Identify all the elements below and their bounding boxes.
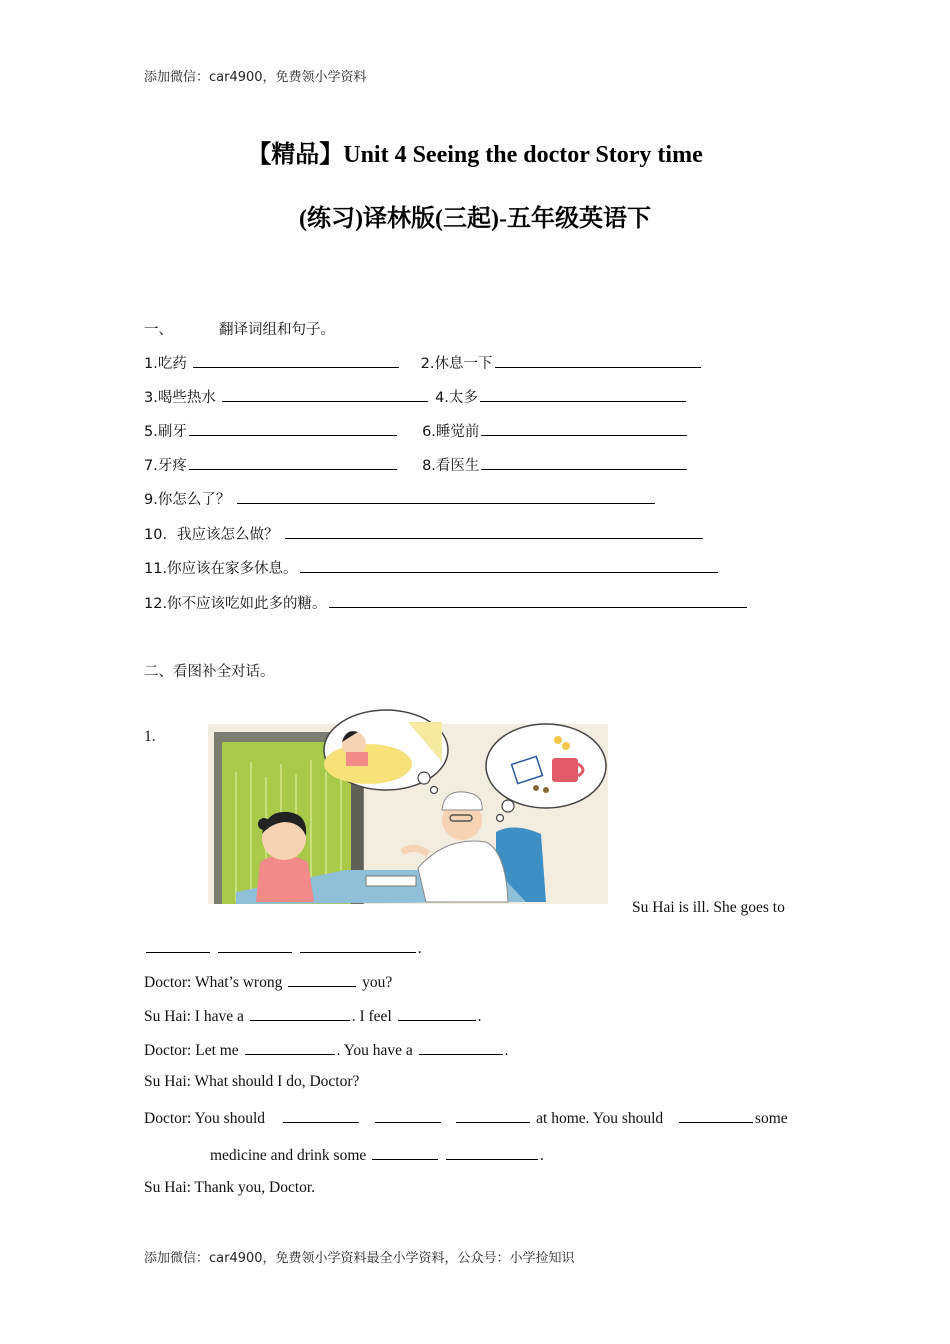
answer-blank[interactable] — [288, 971, 356, 987]
dialogue-text: . — [477, 1008, 482, 1025]
item-label: 8.看医生 — [422, 458, 480, 474]
answer-blank[interactable] — [329, 592, 747, 608]
answer-blank[interactable] — [218, 937, 292, 953]
item-label: 4.太多 — [435, 390, 478, 406]
dialogue-text: at home. You should — [536, 1110, 664, 1127]
item-label: 10．我应该怎么做？ — [144, 527, 279, 543]
answer-blank[interactable] — [398, 1005, 476, 1021]
dialogue-line — [144, 971, 392, 992]
answer-blank[interactable] — [419, 1039, 503, 1055]
exercise-row — [144, 420, 689, 441]
dialogue-text: . I feel — [351, 1008, 392, 1025]
dialogue-text: Doctor: You should — [144, 1110, 266, 1127]
exercise-row — [144, 592, 749, 613]
answer-blank[interactable] — [372, 1144, 438, 1160]
section1-heading — [144, 318, 335, 339]
item-label: 12.你不应该吃如此多的糖。 — [144, 596, 327, 612]
answer-blank[interactable] — [189, 454, 397, 470]
item-label: 2.休息一下 — [420, 356, 493, 372]
answer-blank[interactable] — [189, 420, 397, 436]
answer-blank[interactable] — [146, 937, 210, 953]
answer-blank[interactable] — [300, 937, 416, 953]
footer-note: 添加微信：car4900，免费领小学资料最全小学资料，公众号：小学捡知识 — [144, 1251, 575, 1266]
dialogue-text: . — [540, 1147, 544, 1164]
exercise-row — [144, 386, 688, 407]
story-intro: Su Hai is ill. She goes to — [632, 899, 785, 916]
dialogue-text: . You have a — [336, 1042, 413, 1059]
item-label: 7.牙疼 — [144, 458, 187, 474]
page-title: 【精品】Unit 4 Seeing the doctor Story time — [247, 142, 703, 168]
answer-blank[interactable] — [237, 488, 655, 504]
dialogue-text: Su Hai: I have a — [144, 1008, 244, 1025]
section1-title: 翻译词组和句子。 — [219, 322, 335, 338]
section2-heading: 二、看图补全对话。 — [144, 664, 275, 680]
item-label: 1.吃药 — [144, 356, 187, 372]
dialogue-line: Su Hai: What should I do, Doctor? — [144, 1073, 360, 1090]
dialogue-line: Su Hai: Thank you, Doctor. — [144, 1179, 316, 1196]
answer-blank[interactable] — [481, 454, 687, 470]
item-label: 6.睡觉前 — [422, 424, 480, 440]
answer-blank[interactable] — [375, 1107, 441, 1123]
dialogue-line — [144, 1005, 482, 1026]
dialogue-text: Doctor: What’s wrong — [144, 974, 283, 991]
dialogue-line — [144, 1039, 509, 1060]
exercise-row — [144, 523, 705, 544]
answer-blank[interactable] — [480, 386, 686, 402]
item-label: 3.喝些热水 — [144, 390, 216, 406]
doctor-visit-illustration — [196, 702, 616, 912]
answer-blank[interactable] — [285, 523, 703, 539]
dialogue-line — [210, 1144, 544, 1165]
paper — [366, 876, 416, 886]
answer-blank[interactable] — [250, 1005, 350, 1021]
dialogue-text: you? — [362, 974, 393, 991]
dialogue-text: medicine and drink some — [210, 1147, 367, 1164]
exercise-row — [144, 454, 689, 475]
answer-blank[interactable] — [193, 352, 399, 368]
answer-blank[interactable] — [456, 1107, 530, 1123]
item-label: 5.刷牙 — [144, 424, 187, 440]
page-subtitle: (练习)译林版(三起)-五年级英语下 — [299, 206, 651, 232]
exercise-row — [144, 557, 720, 578]
question-number: 1. — [144, 728, 156, 745]
answer-blank[interactable] — [283, 1107, 359, 1123]
answer-blank[interactable] — [446, 1144, 538, 1160]
answer-blank[interactable] — [300, 557, 718, 573]
section1-number: 一、 — [144, 322, 173, 338]
dialogue-line — [144, 1107, 806, 1128]
answer-blank[interactable] — [222, 386, 428, 402]
dialogue-text: . — [504, 1042, 509, 1059]
item-label: 9.你怎么了？ — [144, 492, 231, 508]
dialogue-text: Doctor: Let me — [144, 1042, 239, 1059]
exercise-row — [144, 488, 657, 509]
answer-blank[interactable] — [679, 1107, 753, 1123]
exercise-row — [144, 352, 703, 373]
intro-blanks: . — [144, 937, 422, 958]
header-note: 添加微信：car4900，免费领小学资料 — [144, 70, 367, 85]
item-label: 11.你应该在家多休息。 — [144, 561, 298, 577]
answer-blank[interactable] — [495, 352, 701, 368]
answer-blank[interactable] — [481, 420, 687, 436]
dialogue-text: some — [754, 1110, 788, 1127]
answer-blank[interactable] — [245, 1039, 335, 1055]
